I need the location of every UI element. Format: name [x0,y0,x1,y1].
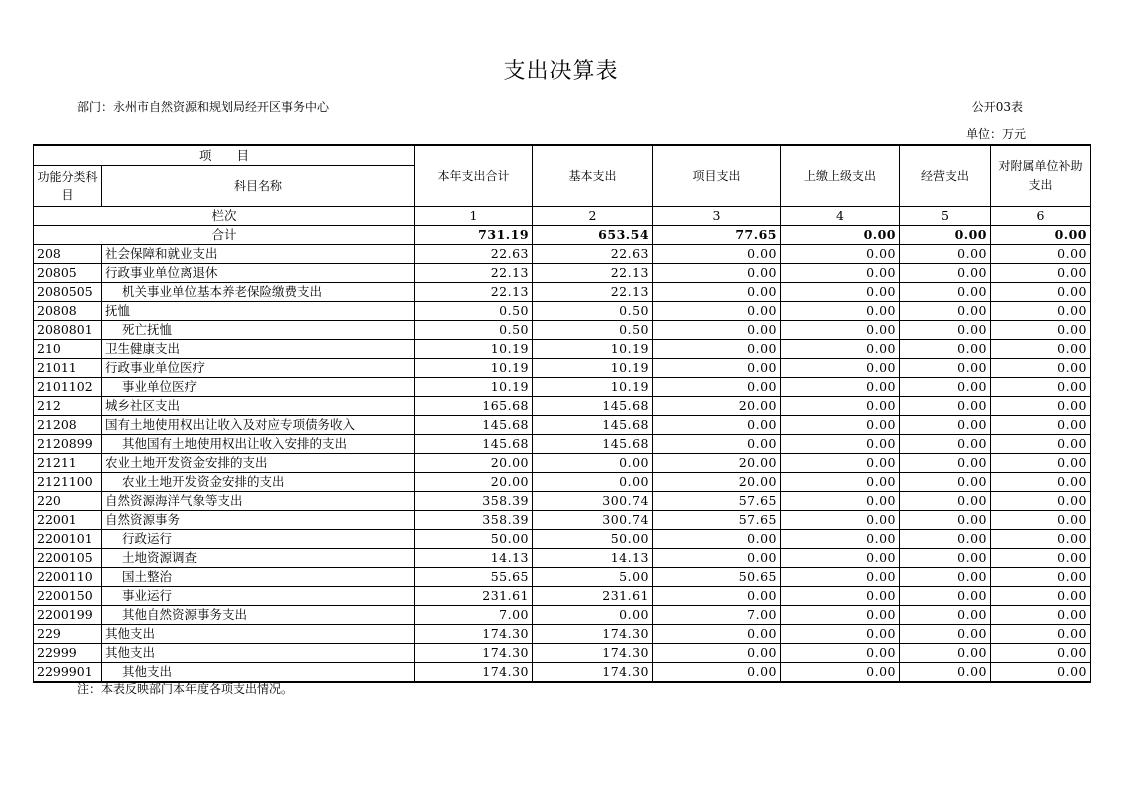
amount-cell: 0.00 [781,625,900,644]
col-number: 4 [781,207,900,226]
amount-cell: 0.00 [781,416,900,435]
table-row [34,264,1091,283]
amount-cell: 0.50 [533,321,653,340]
amount-cell: 0.00 [991,492,1091,511]
total-value: 731.19 [415,226,533,245]
amount-cell: 0.00 [781,644,900,663]
footnote: 注：本表反映部门本年度各项支出情况。 [77,682,294,696]
amount-cell: 0.00 [991,606,1091,625]
amount-cell: 0.00 [653,549,781,568]
subject-name: 其他支出 [102,625,415,644]
amount-cell: 0.00 [653,378,781,397]
subject-code: 20805 [34,264,102,283]
amount-cell: 174.30 [415,663,533,683]
amount-cell: 0.00 [900,473,991,492]
amount-cell: 145.68 [533,416,653,435]
amount-cell: 0.00 [653,644,781,663]
subject-code: 2200105 [34,549,102,568]
amount-cell: 0.00 [781,378,900,397]
amount-cell: 10.19 [415,359,533,378]
amount-cell: 0.00 [781,264,900,283]
amount-cell: 22.63 [415,245,533,264]
table-row [34,625,1091,644]
table-row [34,644,1091,663]
amount-cell: 0.00 [991,283,1091,302]
subject-code: 2080801 [34,321,102,340]
amount-cell: 0.00 [900,359,991,378]
amount-cell: 0.00 [781,359,900,378]
amount-cell: 20.00 [653,473,781,492]
amount-cell: 0.00 [781,587,900,606]
subject-name: 事业单位医疗 [102,378,415,397]
header-col-4: 上缴上级支出 [781,145,900,207]
subject-code: 21211 [34,454,102,473]
amount-cell: 0.00 [653,340,781,359]
amount-cell: 0.00 [900,587,991,606]
table-row [34,283,1091,302]
amount-cell: 0.00 [900,644,991,663]
amount-cell: 0.00 [781,340,900,359]
amount-cell: 0.00 [900,549,991,568]
amount-cell: 22.13 [533,264,653,283]
amount-cell: 20.00 [415,473,533,492]
amount-cell: 0.00 [991,435,1091,454]
subject-name: 农业土地开发资金安排的支出 [102,473,415,492]
amount-cell: 50.00 [533,530,653,549]
header-col-2: 基本支出 [533,145,653,207]
amount-cell: 14.13 [415,549,533,568]
amount-cell: 0.00 [900,264,991,283]
amount-cell: 300.74 [533,492,653,511]
amount-cell: 0.00 [653,435,781,454]
amount-cell: 0.00 [653,283,781,302]
amount-cell: 0.00 [533,606,653,625]
total-value: 0.00 [781,226,900,245]
amount-cell: 231.61 [533,587,653,606]
col-number: 5 [900,207,991,226]
amount-cell: 0.00 [781,473,900,492]
subject-code: 208 [34,245,102,264]
amount-cell: 0.00 [991,663,1091,683]
table-row [34,549,1091,568]
subject-name: 其他国有土地使用权出让收入安排的支出 [102,435,415,454]
amount-cell: 0.00 [781,283,900,302]
table-row [34,397,1091,416]
page-title: 支出决算表 [503,59,619,84]
table-row [34,568,1091,587]
amount-cell: 0.00 [781,663,900,683]
amount-cell: 0.00 [900,378,991,397]
table-row [34,340,1091,359]
amount-cell: 0.00 [781,302,900,321]
amount-cell: 0.00 [781,435,900,454]
amount-cell: 174.30 [533,625,653,644]
amount-cell: 0.50 [415,321,533,340]
subject-name: 自然资源事务 [102,511,415,530]
amount-cell: 145.68 [415,435,533,454]
subject-name: 其他自然资源事务支出 [102,606,415,625]
amount-cell: 0.00 [900,530,991,549]
amount-cell: 0.00 [900,397,991,416]
amount-cell: 174.30 [415,625,533,644]
subject-code: 2121100 [34,473,102,492]
subject-code: 20808 [34,302,102,321]
amount-cell: 14.13 [533,549,653,568]
department-label: 部门：永州市自然资源和规划局经开区事务中心 [77,100,330,114]
amount-cell: 0.00 [991,264,1091,283]
header-row-label: 栏次 [34,207,415,226]
total-value: 77.65 [653,226,781,245]
total-value: 0.00 [900,226,991,245]
amount-cell: 55.65 [415,568,533,587]
amount-cell: 0.00 [781,568,900,587]
col-number: 6 [991,207,1091,226]
amount-cell: 10.19 [533,359,653,378]
amount-cell: 0.00 [781,397,900,416]
subject-code: 210 [34,340,102,359]
amount-cell: 145.68 [533,435,653,454]
amount-cell: 165.68 [415,397,533,416]
subject-name: 死亡抚恤 [102,321,415,340]
subject-code: 21011 [34,359,102,378]
table-row [34,454,1091,473]
amount-cell: 22.63 [533,245,653,264]
amount-cell: 0.00 [900,511,991,530]
subject-code: 22999 [34,644,102,663]
amount-cell: 5.00 [533,568,653,587]
subject-name: 国有土地使用权出让收入及对应专项债务收入 [102,416,415,435]
amount-cell: 231.61 [415,587,533,606]
amount-cell: 57.65 [653,492,781,511]
amount-cell: 22.13 [415,264,533,283]
amount-cell: 0.00 [653,663,781,683]
form-number: 公开03表 [971,100,1023,114]
header-col-3: 项目支出 [653,145,781,207]
amount-cell: 0.00 [900,435,991,454]
amount-cell: 0.00 [991,321,1091,340]
amount-cell: 0.00 [991,454,1091,473]
amount-cell: 22.13 [415,283,533,302]
header-col-5: 经营支出 [900,145,991,207]
subject-code: 2120899 [34,435,102,454]
amount-cell: 22.13 [533,283,653,302]
table-row [34,606,1091,625]
subject-code: 2200110 [34,568,102,587]
subject-name: 行政事业单位离退休 [102,264,415,283]
amount-cell: 0.00 [900,416,991,435]
subject-name: 其他支出 [102,663,415,683]
amount-cell: 50.00 [415,530,533,549]
subject-code: 229 [34,625,102,644]
table-row [34,321,1091,340]
subject-name: 行政事业单位医疗 [102,359,415,378]
expenditure-table [33,144,1091,683]
amount-cell: 145.68 [415,416,533,435]
amount-cell: 0.00 [900,245,991,264]
amount-cell: 57.65 [653,511,781,530]
subject-name: 机关事业单位基本养老保险缴费支出 [102,283,415,302]
total-value: 0.00 [991,226,1091,245]
total-value: 653.54 [533,226,653,245]
subject-code: 22001 [34,511,102,530]
amount-cell: 0.00 [991,473,1091,492]
amount-cell: 0.00 [653,321,781,340]
header-func-code: 功能分类科目 [34,166,102,207]
table-row [34,587,1091,606]
amount-cell: 0.00 [991,302,1091,321]
amount-cell: 0.00 [653,530,781,549]
amount-cell: 0.00 [991,568,1091,587]
amount-cell: 10.19 [533,340,653,359]
amount-cell: 0.00 [991,397,1091,416]
amount-cell: 358.39 [415,492,533,511]
subject-name: 卫生健康支出 [102,340,415,359]
subject-code: 2299901 [34,663,102,683]
unit-label: 单位：万元 [965,127,1026,141]
amount-cell: 0.00 [900,625,991,644]
subject-name: 社会保障和就业支出 [102,245,415,264]
amount-cell: 174.30 [415,644,533,663]
amount-cell: 0.00 [653,302,781,321]
table-row [34,302,1091,321]
col-number: 3 [653,207,781,226]
amount-cell: 0.00 [900,663,991,683]
table-row [34,473,1091,492]
subject-name: 土地资源调查 [102,549,415,568]
amount-cell: 0.50 [415,302,533,321]
amount-cell: 0.50 [533,302,653,321]
amount-cell: 0.00 [991,359,1091,378]
header-subject-name: 科目名称 [102,166,415,207]
subject-code: 2200150 [34,587,102,606]
amount-cell: 7.00 [653,606,781,625]
amount-cell: 174.30 [533,663,653,683]
amount-cell: 0.00 [653,416,781,435]
amount-cell: 0.00 [781,530,900,549]
amount-cell: 145.68 [533,397,653,416]
amount-cell: 174.30 [533,644,653,663]
header-col-1: 本年支出合计 [415,145,533,207]
table-row [34,416,1091,435]
subject-name: 其他支出 [102,644,415,663]
amount-cell: 0.00 [900,283,991,302]
subject-name: 农业土地开发资金安排的支出 [102,454,415,473]
amount-cell: 10.19 [415,378,533,397]
table-row [34,492,1091,511]
table-row [34,359,1091,378]
amount-cell: 0.00 [653,245,781,264]
amount-cell: 0.00 [781,511,900,530]
amount-cell: 0.00 [991,549,1091,568]
amount-cell: 0.00 [900,568,991,587]
subject-code: 2200101 [34,530,102,549]
table-row [34,435,1091,454]
amount-cell: 10.19 [533,378,653,397]
table-row [34,511,1091,530]
subject-code: 220 [34,492,102,511]
amount-cell: 0.00 [653,587,781,606]
subject-name: 国土整治 [102,568,415,587]
amount-cell: 0.00 [653,359,781,378]
col-number: 1 [415,207,533,226]
amount-cell: 0.00 [991,378,1091,397]
amount-cell: 0.00 [991,530,1091,549]
amount-cell: 0.00 [991,245,1091,264]
amount-cell: 20.00 [653,454,781,473]
amount-cell: 0.00 [781,606,900,625]
amount-cell: 0.00 [533,454,653,473]
table-row [34,530,1091,549]
table-row [34,378,1091,397]
total-row [34,226,1091,245]
amount-cell: 0.00 [781,492,900,511]
subject-code: 212 [34,397,102,416]
amount-cell: 50.65 [653,568,781,587]
amount-cell: 0.00 [533,473,653,492]
subject-code: 21208 [34,416,102,435]
subject-code: 2101102 [34,378,102,397]
col-number: 2 [533,207,653,226]
amount-cell: 0.00 [781,549,900,568]
amount-cell: 0.00 [991,511,1091,530]
amount-cell: 358.39 [415,511,533,530]
amount-cell: 10.19 [415,340,533,359]
amount-cell: 0.00 [991,625,1091,644]
amount-cell: 300.74 [533,511,653,530]
amount-cell: 0.00 [653,264,781,283]
subject-name: 自然资源海洋气象等支出 [102,492,415,511]
amount-cell: 0.00 [900,606,991,625]
amount-cell: 0.00 [900,492,991,511]
amount-cell: 0.00 [900,302,991,321]
amount-cell: 0.00 [781,321,900,340]
amount-cell: 0.00 [781,454,900,473]
amount-cell: 0.00 [991,587,1091,606]
amount-cell: 0.00 [991,416,1091,435]
amount-cell: 0.00 [991,340,1091,359]
header-col-6: 对附属单位补助支出 [991,145,1091,207]
amount-cell: 0.00 [900,454,991,473]
amount-cell: 20.00 [415,454,533,473]
amount-cell: 7.00 [415,606,533,625]
subject-name: 行政运行 [102,530,415,549]
amount-cell: 0.00 [900,340,991,359]
subject-name: 抚恤 [102,302,415,321]
table-row [34,245,1091,264]
amount-cell: 0.00 [900,321,991,340]
subject-name: 城乡社区支出 [102,397,415,416]
header-item: 项 目 [34,145,415,166]
subject-code: 2200199 [34,606,102,625]
subject-name: 事业运行 [102,587,415,606]
amount-cell: 0.00 [653,625,781,644]
subject-code: 2080505 [34,283,102,302]
amount-cell: 0.00 [781,245,900,264]
total-label: 合计 [34,226,415,245]
amount-cell: 0.00 [991,644,1091,663]
amount-cell: 20.00 [653,397,781,416]
